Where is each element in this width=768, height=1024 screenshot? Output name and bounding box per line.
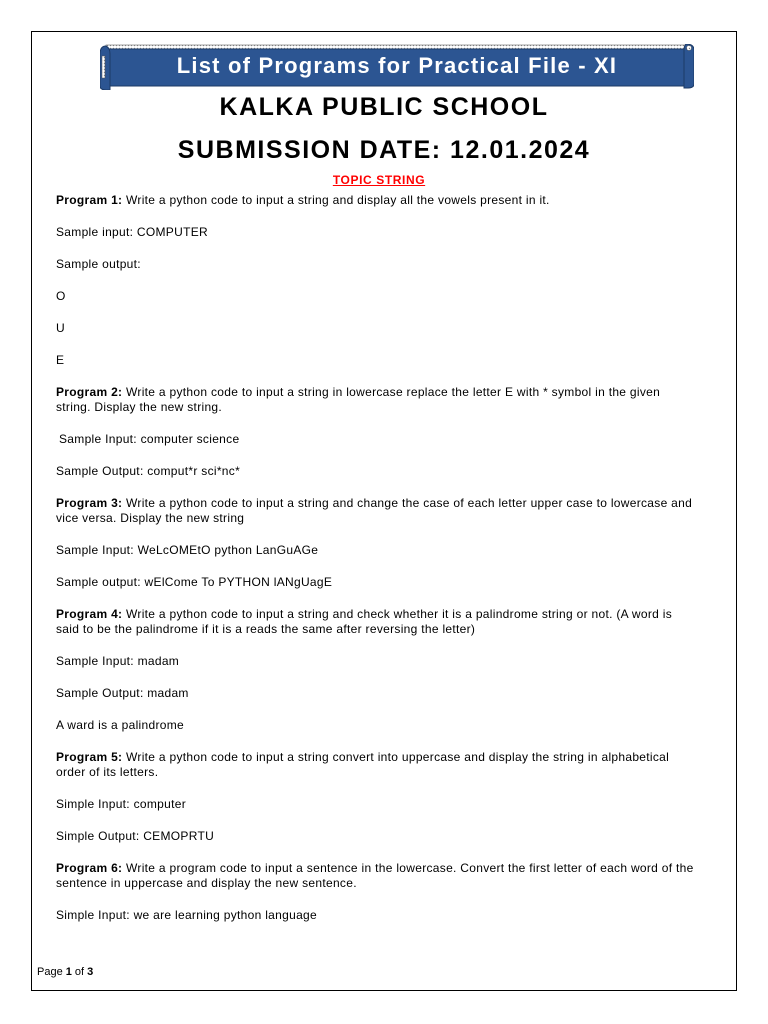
program-5-line: Simple Output: CEMOPRTU — [56, 829, 215, 843]
program-1-line: Sample input: COMPUTER — [56, 225, 208, 239]
program-4-line: Sample Input: madam — [56, 654, 180, 668]
program-4-line: Sample Output: madam — [56, 686, 189, 700]
total-pages: 3 — [87, 966, 94, 978]
program-3-line: Sample output: wElCome To PYTHON lANgUagE — [56, 575, 333, 589]
program-2-label: Program 2: — [56, 385, 123, 399]
title-banner — [100, 44, 694, 90]
program-list — [56, 193, 696, 940]
program-3-text: Write a python code to input a string and change the case of each letter upper case to lowercase and vice versa. Display the new string — [56, 496, 693, 525]
program-5-description — [56, 750, 696, 780]
program-4-label: Program 4: — [56, 607, 123, 621]
program-1-line: O — [56, 289, 66, 303]
program-6-label: Program 6: — [56, 861, 123, 875]
program-3-label: Program 3: — [56, 496, 123, 510]
program-1-description — [56, 193, 696, 208]
program-1-line: U — [56, 321, 65, 335]
program-6-description — [56, 861, 696, 891]
program-5-line: Simple Input: computer — [56, 797, 186, 811]
current-page: 1 — [65, 966, 72, 978]
program-5-text: Write a python code to input a string convert into uppercase and display the string in alphabetical order of its letters. — [56, 750, 670, 779]
program-1-line: E — [56, 353, 65, 367]
topic-heading: TOPIC STRING — [332, 173, 426, 187]
program-4-description — [56, 607, 696, 637]
page-number — [37, 966, 93, 978]
program-3-description — [56, 496, 696, 526]
school-name: KALKA PUBLIC SCHOOL — [219, 93, 549, 121]
program-2-description — [56, 385, 696, 415]
program-2-text: Write a python code to input a string in lowercase replace the letter E with * symbol in the given string. Display the new string. — [56, 385, 661, 414]
program-4-text: Write a python code to input a string and check whether it is a palindrome string or not. (A word is said to be the palindrome if it is a reads the same after reversing the letter) — [56, 607, 673, 636]
program-1-text: Write a python code to input a string and display all the vowels present in it. — [122, 193, 550, 207]
program-3-line: Sample Input: WeLcOMEtO python LanGuAGe — [56, 543, 319, 557]
program-2-line: Sample Output: comput*r sci*nc* — [56, 464, 241, 478]
program-5-label: Program 5: — [56, 750, 123, 764]
program-4-line: A ward is a palindrome — [56, 718, 184, 732]
program-6-text: Write a program code to input a sentence in the lowercase. Convert the first letter of each word of the sentence in uppercase and display the new sentence. — [56, 861, 694, 890]
program-6-line: Simple Input: we are learning python language — [56, 908, 317, 922]
banner-title: List of Programs for Practical File - XI — [176, 53, 618, 78]
page-prefix: Page — [37, 966, 66, 978]
submission-date: SUBMISSION DATE: 12.01.2024 — [177, 136, 591, 164]
program-1-label: Program 1: — [56, 193, 123, 207]
page-of: of — [71, 966, 88, 978]
program-2-line: Sample Input: computer science — [59, 432, 240, 446]
program-1-line: Sample output: — [56, 257, 141, 271]
